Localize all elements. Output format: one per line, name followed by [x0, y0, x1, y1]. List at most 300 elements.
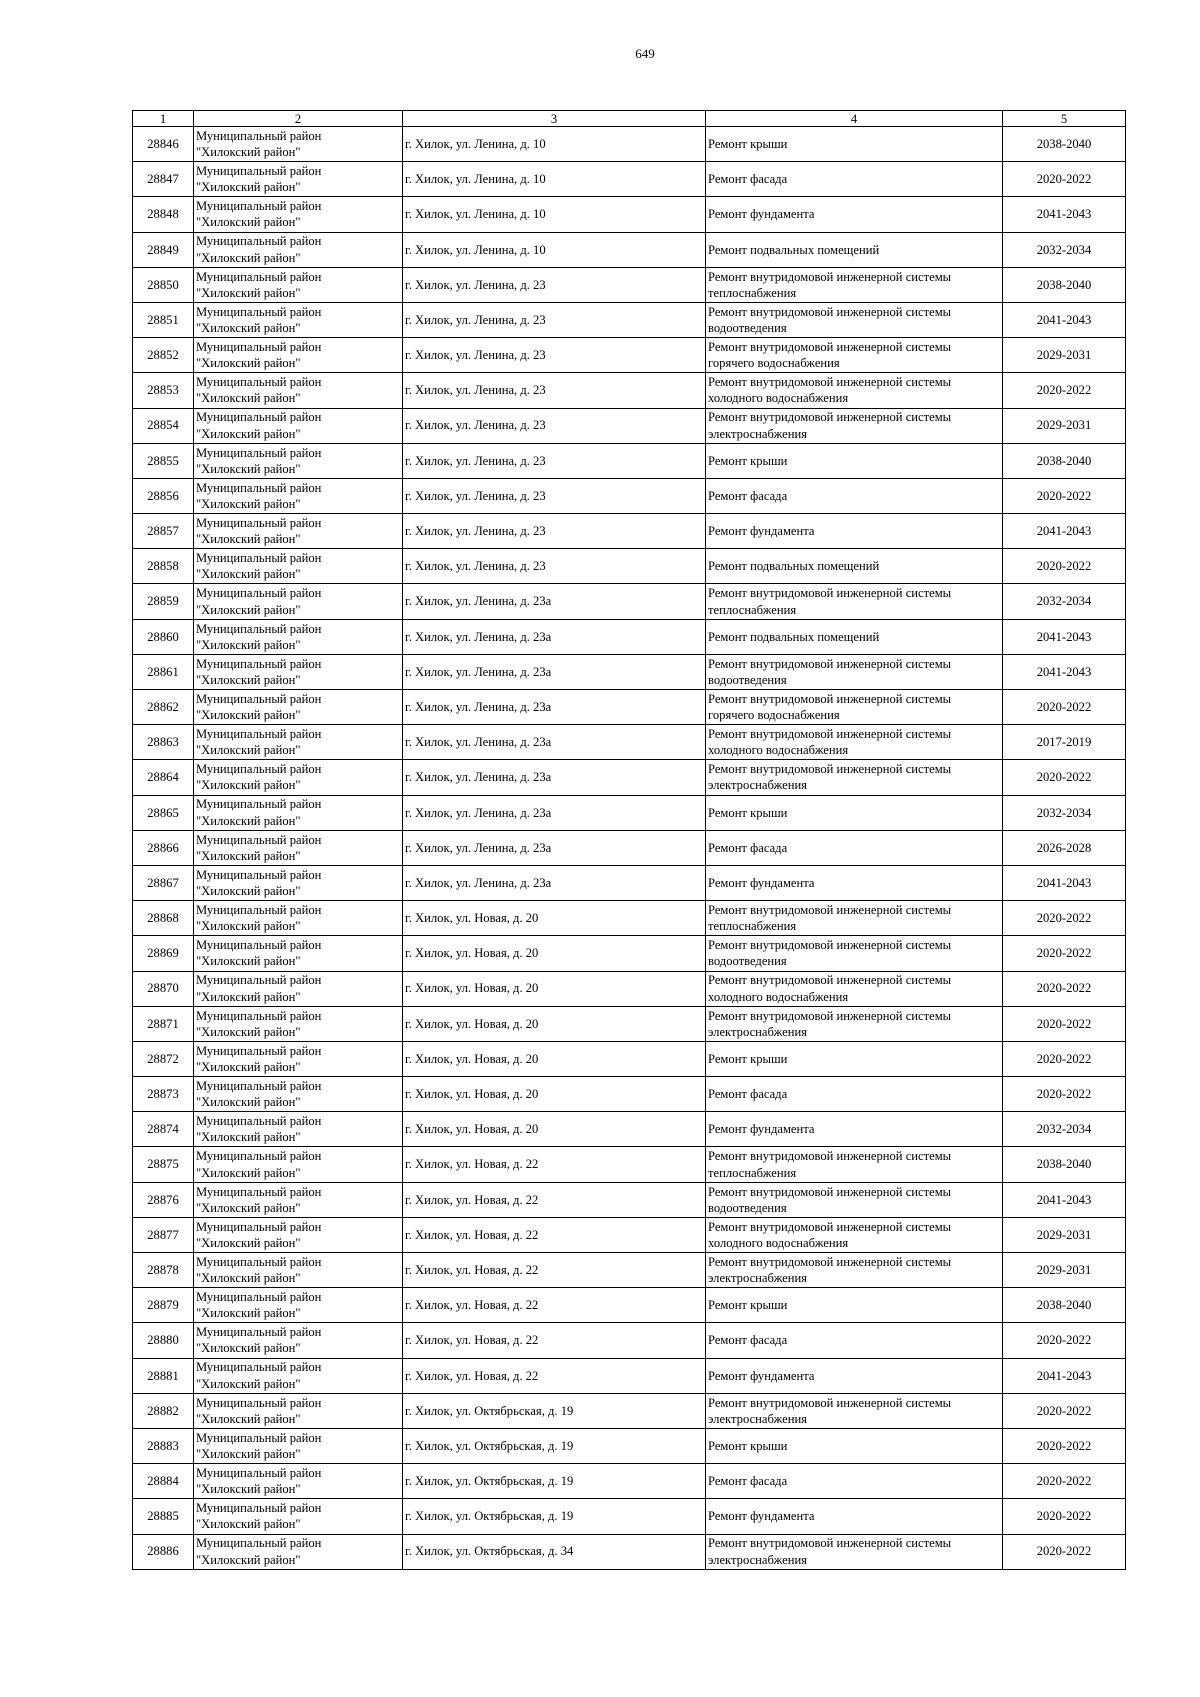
address-cell: г. Хилок, ул. Ленина, д. 23а: [403, 725, 706, 760]
work-type-cell: [706, 725, 1003, 760]
work-type-line: Ремонт внутридомовой инженерной системы: [708, 1219, 952, 1234]
period-cell: 2020-2022: [1003, 971, 1126, 1006]
table-row: [133, 302, 1126, 337]
address-cell: г. Хилок, ул. Октябрьская, д. 19: [403, 1428, 706, 1463]
address-cell: г. Хилок, ул. Ленина, д. 23: [403, 514, 706, 549]
work-type-cell: [706, 901, 1003, 936]
municipality-cell: [194, 1323, 403, 1358]
address-cell: г. Хилок, ул. Ленина, д. 23а: [403, 830, 706, 865]
work-type-line: водоотведения: [708, 1200, 787, 1215]
municipality-line: "Хилокский район": [196, 919, 301, 934]
work-type-line: Ремонт внутридомовой инженерной системы: [708, 691, 952, 706]
work-type-cell: [706, 971, 1003, 1006]
table-row: [133, 1428, 1126, 1463]
work-type-line: водоотведения: [708, 321, 787, 336]
work-type-cell: [706, 478, 1003, 513]
municipality-cell: [194, 302, 403, 337]
table-row: [133, 1041, 1126, 1076]
column-number-row: [133, 111, 1126, 127]
work-type-line: Ремонт подвальных помещений: [708, 242, 880, 257]
address-cell: г. Хилок, ул. Новая, д. 20: [403, 1041, 706, 1076]
table-row: [133, 1288, 1126, 1323]
table-row: [133, 408, 1126, 443]
period-cell: 2020-2022: [1003, 1464, 1126, 1499]
work-type-line: водоотведения: [708, 954, 787, 969]
row-number-cell: 28847: [133, 162, 194, 197]
work-type-line: Ремонт крыши: [708, 1438, 788, 1453]
municipality-line: "Хилокский район": [196, 1482, 301, 1497]
work-type-cell: [706, 690, 1003, 725]
work-type-line: Ремонт внутридомовой инженерной системы: [708, 1254, 952, 1269]
row-number-cell: 28886: [133, 1534, 194, 1569]
municipality-cell: [194, 619, 403, 654]
municipality-line: "Хилокский район": [196, 708, 301, 723]
table-row: [133, 127, 1126, 162]
municipality-cell: [194, 1112, 403, 1147]
municipality-cell: [194, 760, 403, 795]
address-cell: г. Хилок, ул. Ленина, д. 10: [403, 127, 706, 162]
address-cell: г. Хилок, ул. Октябрьская, д. 34: [403, 1534, 706, 1569]
work-type-line: Ремонт фундамента: [708, 875, 815, 890]
work-type-line: Ремонт подвальных помещений: [708, 559, 880, 574]
municipality-cell: [194, 1217, 403, 1252]
row-number-cell: 28868: [133, 901, 194, 936]
work-type-cell: [706, 1288, 1003, 1323]
municipality-cell: [194, 373, 403, 408]
period-cell: 2020-2022: [1003, 1534, 1126, 1569]
work-type-cell: [706, 197, 1003, 232]
municipality-line: "Хилокский район": [196, 426, 301, 441]
municipality-line: Муниципальный район: [196, 1184, 322, 1199]
municipality-line: Муниципальный район: [196, 1466, 322, 1481]
municipality-line: Муниципальный район: [196, 586, 322, 601]
municipality-cell: [194, 1499, 403, 1534]
period-cell: 2020-2022: [1003, 690, 1126, 725]
table-row: [133, 443, 1126, 478]
municipality-line: "Хилокский район": [196, 1341, 301, 1356]
work-type-line: электроснабжения: [708, 1271, 807, 1286]
municipality-line: Муниципальный район: [196, 340, 322, 355]
municipality-line: Муниципальный район: [196, 656, 322, 671]
municipality-cell: [194, 584, 403, 619]
work-type-line: Ремонт внутридомовой инженерной системы: [708, 727, 952, 742]
municipality-cell: [194, 690, 403, 725]
work-type-line: электроснабжения: [708, 778, 807, 793]
period-cell: 2041-2043: [1003, 1358, 1126, 1393]
work-type-cell: [706, 1041, 1003, 1076]
period-cell: 2020-2022: [1003, 478, 1126, 513]
municipality-cell: [194, 1464, 403, 1499]
work-type-cell: [706, 1006, 1003, 1041]
period-cell: 2020-2022: [1003, 1393, 1126, 1428]
work-type-line: Ремонт фундамента: [708, 524, 815, 539]
work-type-line: электроснабжения: [708, 426, 807, 441]
municipality-line: "Хилокский район": [196, 1059, 301, 1074]
municipality-line: "Хилокский район": [196, 1235, 301, 1250]
municipality-cell: [194, 1534, 403, 1569]
row-number-cell: 28872: [133, 1041, 194, 1076]
municipality-line: "Хилокский район": [196, 637, 301, 652]
table-header: [133, 111, 1126, 127]
municipality-line: Муниципальный район: [196, 1536, 322, 1551]
address-cell: г. Хилок, ул. Октябрьская, д. 19: [403, 1499, 706, 1534]
municipality-cell: [194, 1006, 403, 1041]
period-cell: 2026-2028: [1003, 830, 1126, 865]
municipality-line: Муниципальный район: [196, 938, 322, 953]
table-row: [133, 795, 1126, 830]
column-header-3: 3: [403, 111, 706, 127]
work-type-cell: [706, 1182, 1003, 1217]
row-number-cell: 28883: [133, 1428, 194, 1463]
address-cell: г. Хилок, ул. Октябрьская, д. 19: [403, 1464, 706, 1499]
period-cell: 2029-2031: [1003, 1217, 1126, 1252]
period-cell: 2020-2022: [1003, 1077, 1126, 1112]
municipality-line: "Хилокский район": [196, 1024, 301, 1039]
municipality-line: Муниципальный район: [196, 234, 322, 249]
work-type-line: Ремонт фундамента: [708, 1368, 815, 1383]
row-number-cell: 28846: [133, 127, 194, 162]
municipality-line: "Хилокский район": [196, 1517, 301, 1532]
municipality-line: Муниципальный район: [196, 480, 322, 495]
table-row: [133, 936, 1126, 971]
row-number-cell: 28876: [133, 1182, 194, 1217]
table-row: [133, 1464, 1126, 1499]
work-type-line: Ремонт фундамента: [708, 207, 815, 222]
municipality-cell: [194, 1358, 403, 1393]
period-cell: 2038-2040: [1003, 267, 1126, 302]
municipality-cell: [194, 232, 403, 267]
municipality-line: Муниципальный район: [196, 375, 322, 390]
address-cell: г. Хилок, ул. Новая, д. 20: [403, 1112, 706, 1147]
period-cell: 2038-2040: [1003, 1147, 1126, 1182]
work-type-cell: [706, 232, 1003, 267]
municipality-line: "Хилокский район": [196, 602, 301, 617]
address-cell: г. Хилок, ул. Ленина, д. 23: [403, 549, 706, 584]
column-header-4: 4: [706, 111, 1003, 127]
row-number-cell: 28850: [133, 267, 194, 302]
period-cell: 2032-2034: [1003, 584, 1126, 619]
municipality-line: Муниципальный район: [196, 128, 322, 143]
work-type-line: Ремонт фундамента: [708, 1509, 815, 1524]
municipality-line: Муниципальный район: [196, 762, 322, 777]
table-row: [133, 549, 1126, 584]
work-type-cell: [706, 1499, 1003, 1534]
work-type-cell: [706, 1464, 1003, 1499]
address-cell: г. Хилок, ул. Ленина, д. 23а: [403, 760, 706, 795]
column-header-1: 1: [133, 111, 194, 127]
work-type-line: Ремонт фасада: [708, 1333, 788, 1348]
municipality-line: Муниципальный район: [196, 269, 322, 284]
municipality-cell: [194, 795, 403, 830]
address-cell: г. Хилок, ул. Новая, д. 20: [403, 971, 706, 1006]
work-type-line: Ремонт фасада: [708, 488, 788, 503]
row-number-cell: 28882: [133, 1393, 194, 1428]
work-type-cell: [706, 443, 1003, 478]
table-row: [133, 373, 1126, 408]
row-number-cell: 28861: [133, 654, 194, 689]
municipality-cell: [194, 936, 403, 971]
period-cell: 2020-2022: [1003, 373, 1126, 408]
work-type-cell: [706, 1534, 1003, 1569]
municipality-cell: [194, 1393, 403, 1428]
municipality-line: Муниципальный район: [196, 164, 322, 179]
row-number-cell: 28864: [133, 760, 194, 795]
work-type-cell: [706, 373, 1003, 408]
table-row: [133, 830, 1126, 865]
address-cell: г. Хилок, ул. Новая, д. 20: [403, 1077, 706, 1112]
row-number-cell: 28848: [133, 197, 194, 232]
row-number-cell: 28858: [133, 549, 194, 584]
period-cell: 2032-2034: [1003, 795, 1126, 830]
municipality-line: "Хилокский район": [196, 848, 301, 863]
work-type-line: электроснабжения: [708, 1552, 807, 1567]
work-type-line: Ремонт внутридомовой инженерной системы: [708, 903, 952, 918]
table-row: [133, 1112, 1126, 1147]
work-type-cell: [706, 865, 1003, 900]
row-number-cell: 28857: [133, 514, 194, 549]
municipality-line: "Хилокский район": [196, 180, 301, 195]
municipality-line: Муниципальный район: [196, 1360, 322, 1375]
period-cell: 2029-2031: [1003, 1253, 1126, 1288]
municipality-line: Муниципальный район: [196, 1290, 322, 1305]
row-number-cell: 28869: [133, 936, 194, 971]
address-cell: г. Хилок, ул. Ленина, д. 23а: [403, 584, 706, 619]
municipality-line: Муниципальный район: [196, 691, 322, 706]
municipality-cell: [194, 549, 403, 584]
municipality-line: Муниципальный район: [196, 797, 322, 812]
address-cell: г. Хилок, ул. Новая, д. 22: [403, 1147, 706, 1182]
table-row: [133, 1006, 1126, 1041]
municipality-line: "Хилокский район": [196, 532, 301, 547]
municipality-line: Муниципальный район: [196, 1395, 322, 1410]
address-cell: г. Хилок, ул. Ленина, д. 23: [403, 338, 706, 373]
table-row: [133, 1077, 1126, 1112]
work-type-cell: [706, 408, 1003, 443]
table-row: [133, 338, 1126, 373]
municipality-cell: [194, 901, 403, 936]
period-cell: 2041-2043: [1003, 619, 1126, 654]
table-row: [133, 478, 1126, 513]
period-cell: 2041-2043: [1003, 654, 1126, 689]
municipality-cell: [194, 865, 403, 900]
work-type-line: Ремонт внутридомовой инженерной системы: [708, 1395, 952, 1410]
work-type-cell: [706, 760, 1003, 795]
work-type-line: Ремонт крыши: [708, 136, 788, 151]
address-cell: г. Хилок, ул. Ленина, д. 23: [403, 302, 706, 337]
municipality-line: "Хилокский район": [196, 954, 301, 969]
municipality-line: "Хилокский район": [196, 884, 301, 899]
work-type-line: холодного водоснабжения: [708, 989, 849, 1004]
row-number-cell: 28856: [133, 478, 194, 513]
page-number: 649: [635, 46, 655, 61]
municipality-line: Муниципальный район: [196, 1008, 322, 1023]
address-cell: г. Хилок, ул. Новая, д. 22: [403, 1288, 706, 1323]
row-number-cell: 28865: [133, 795, 194, 830]
table-row: [133, 1323, 1126, 1358]
work-type-cell: [706, 1323, 1003, 1358]
table-row: [133, 1499, 1126, 1534]
work-type-line: электроснабжения: [708, 1411, 807, 1426]
row-number-cell: 28859: [133, 584, 194, 619]
municipality-cell: [194, 338, 403, 373]
row-number-cell: 28873: [133, 1077, 194, 1112]
municipality-line: Муниципальный район: [196, 1149, 322, 1164]
work-type-line: теплоснабжения: [708, 1165, 797, 1180]
municipality-line: "Хилокский район": [196, 1165, 301, 1180]
repair-schedule-table: [132, 110, 1126, 1570]
row-number-cell: 28875: [133, 1147, 194, 1182]
municipality-line: "Хилокский район": [196, 285, 301, 300]
address-cell: г. Хилок, ул. Ленина, д. 23а: [403, 865, 706, 900]
municipality-line: Муниципальный район: [196, 1043, 322, 1058]
work-type-line: Ремонт внутридомовой инженерной системы: [708, 1536, 952, 1551]
work-type-cell: [706, 1217, 1003, 1252]
period-cell: 2038-2040: [1003, 443, 1126, 478]
municipality-cell: [194, 408, 403, 443]
work-type-cell: [706, 1428, 1003, 1463]
work-type-line: Ремонт подвальных помещений: [708, 629, 880, 644]
work-type-cell: [706, 1358, 1003, 1393]
address-cell: г. Хилок, ул. Ленина, д. 23а: [403, 654, 706, 689]
work-type-cell: [706, 1393, 1003, 1428]
work-type-line: Ремонт внутридомовой инженерной системы: [708, 340, 952, 355]
period-cell: 2020-2022: [1003, 549, 1126, 584]
period-cell: 2017-2019: [1003, 725, 1126, 760]
municipality-line: "Хилокский район": [196, 1130, 301, 1145]
municipality-line: "Хилокский район": [196, 145, 301, 160]
work-type-line: Ремонт фундамента: [708, 1122, 815, 1137]
municipality-line: Муниципальный район: [196, 832, 322, 847]
municipality-line: "Хилокский район": [196, 461, 301, 476]
period-cell: 2041-2043: [1003, 514, 1126, 549]
work-type-line: Ремонт крыши: [708, 453, 788, 468]
work-type-line: водоотведения: [708, 672, 787, 687]
row-number-cell: 28852: [133, 338, 194, 373]
work-type-cell: [706, 338, 1003, 373]
address-cell: г. Хилок, ул. Ленина, д. 10: [403, 232, 706, 267]
work-type-line: холодного водоснабжения: [708, 391, 849, 406]
municipality-line: Муниципальный район: [196, 867, 322, 882]
table-row: [133, 619, 1126, 654]
work-type-cell: [706, 302, 1003, 337]
table-row: [133, 1217, 1126, 1252]
municipality-cell: [194, 162, 403, 197]
municipality-line: "Хилокский район": [196, 321, 301, 336]
address-cell: г. Хилок, ул. Ленина, д. 23: [403, 443, 706, 478]
row-number-cell: 28871: [133, 1006, 194, 1041]
work-type-cell: [706, 795, 1003, 830]
row-number-cell: 28862: [133, 690, 194, 725]
row-number-cell: 28877: [133, 1217, 194, 1252]
municipality-line: Муниципальный район: [196, 515, 322, 530]
work-type-cell: [706, 654, 1003, 689]
municipality-line: "Хилокский район": [196, 356, 301, 371]
work-type-line: Ремонт крыши: [708, 1051, 788, 1066]
municipality-line: Муниципальный район: [196, 903, 322, 918]
work-type-cell: [706, 162, 1003, 197]
address-cell: г. Хилок, ул. Новая, д. 22: [403, 1358, 706, 1393]
municipality-cell: [194, 1182, 403, 1217]
row-number-cell: 28879: [133, 1288, 194, 1323]
table-row: [133, 1393, 1126, 1428]
work-type-line: Ремонт фасада: [708, 840, 788, 855]
work-type-line: теплоснабжения: [708, 602, 797, 617]
municipality-cell: [194, 654, 403, 689]
municipality-cell: [194, 514, 403, 549]
municipality-cell: [194, 127, 403, 162]
municipality-line: "Хилокский район": [196, 1200, 301, 1215]
work-type-line: Ремонт фасада: [708, 1474, 788, 1489]
municipality-cell: [194, 971, 403, 1006]
work-type-cell: [706, 549, 1003, 584]
municipality-line: Муниципальный район: [196, 621, 322, 636]
period-cell: 2020-2022: [1003, 1323, 1126, 1358]
municipality-line: Муниципальный район: [196, 1114, 322, 1129]
table-row: [133, 1147, 1126, 1182]
table-row: [133, 1358, 1126, 1393]
municipality-line: "Хилокский район": [196, 1447, 301, 1462]
work-type-line: Ремонт внутридомовой инженерной системы: [708, 762, 952, 777]
table-row: [133, 971, 1126, 1006]
work-type-cell: [706, 514, 1003, 549]
table-row: [133, 1534, 1126, 1569]
address-cell: г. Хилок, ул. Новая, д. 22: [403, 1323, 706, 1358]
table-row: [133, 162, 1126, 197]
work-type-cell: [706, 267, 1003, 302]
row-number-cell: 28860: [133, 619, 194, 654]
municipality-line: Муниципальный район: [196, 1219, 322, 1234]
row-number-cell: 28866: [133, 830, 194, 865]
work-type-cell: [706, 127, 1003, 162]
municipality-line: Муниципальный район: [196, 304, 322, 319]
table-row: [133, 865, 1126, 900]
row-number-cell: 28863: [133, 725, 194, 760]
period-cell: 2032-2034: [1003, 1112, 1126, 1147]
period-cell: 2038-2040: [1003, 127, 1126, 162]
municipality-cell: [194, 1147, 403, 1182]
period-cell: 2020-2022: [1003, 901, 1126, 936]
municipality-line: Муниципальный район: [196, 1501, 322, 1516]
row-number-cell: 28851: [133, 302, 194, 337]
work-type-line: Ремонт внутридомовой инженерной системы: [708, 973, 952, 988]
work-type-line: электроснабжения: [708, 1024, 807, 1039]
work-type-line: горячего водоснабжения: [708, 708, 840, 723]
work-type-line: Ремонт внутридомовой инженерной системы: [708, 1149, 952, 1164]
municipality-cell: [194, 1077, 403, 1112]
address-cell: г. Хилок, ул. Ленина, д. 23а: [403, 619, 706, 654]
municipality-cell: [194, 1041, 403, 1076]
municipality-line: Муниципальный район: [196, 973, 322, 988]
work-type-line: Ремонт внутридомовой инженерной системы: [708, 656, 952, 671]
work-type-line: Ремонт внутридомовой инженерной системы: [708, 269, 952, 284]
row-number-cell: 28849: [133, 232, 194, 267]
address-cell: г. Хилок, ул. Ленина, д. 23: [403, 408, 706, 443]
period-cell: 2020-2022: [1003, 162, 1126, 197]
table-row: [133, 232, 1126, 267]
municipality-line: "Хилокский район": [196, 778, 301, 793]
table-row: [133, 901, 1126, 936]
column-header-2: 2: [194, 111, 403, 127]
row-number-cell: 28870: [133, 971, 194, 1006]
table-row: [133, 514, 1126, 549]
work-type-line: Ремонт внутридомовой инженерной системы: [708, 410, 952, 425]
municipality-line: Муниципальный район: [196, 551, 322, 566]
period-cell: 2020-2022: [1003, 1041, 1126, 1076]
period-cell: 2041-2043: [1003, 197, 1126, 232]
work-type-line: Ремонт крыши: [708, 1298, 788, 1313]
address-cell: г. Хилок, ул. Октябрьская, д. 19: [403, 1393, 706, 1428]
table-row: [133, 1253, 1126, 1288]
